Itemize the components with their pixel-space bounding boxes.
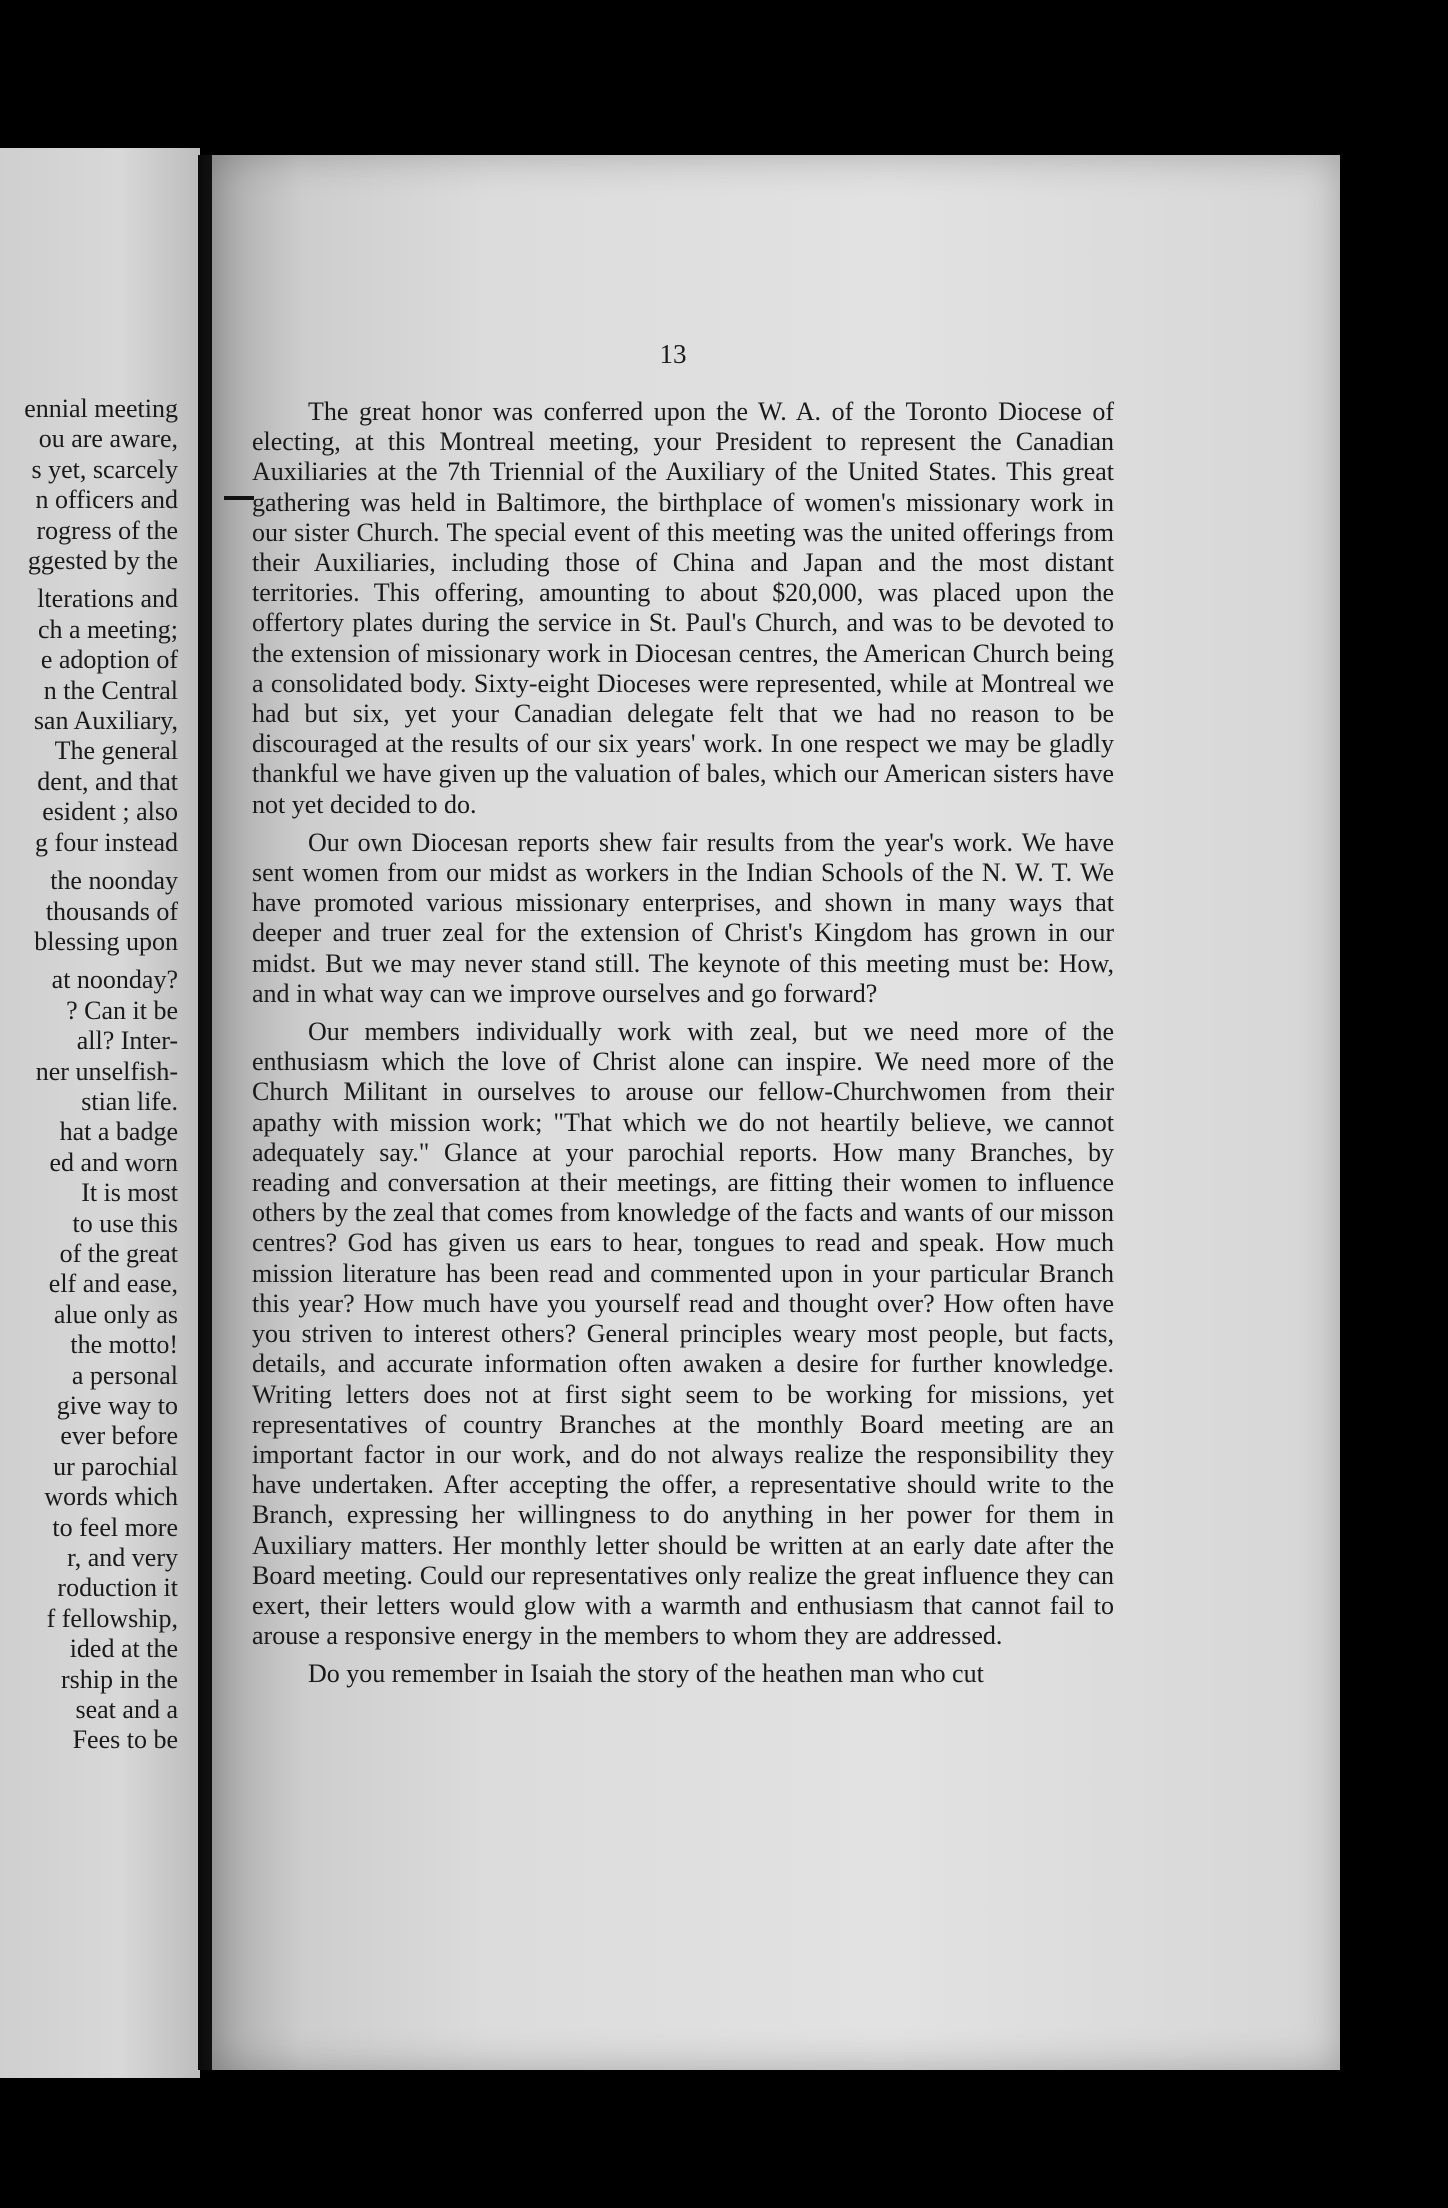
facing-page-line: ? Can it be (66, 995, 178, 1025)
facing-page-line: a personal (71, 1360, 178, 1390)
facing-page-line: ner unselfish- (35, 1056, 178, 1086)
facing-page-gap (0, 858, 178, 866)
facing-page-line: The general (54, 736, 178, 766)
facing-page-line: rogress of the (36, 515, 178, 545)
facing-page-gap (0, 957, 178, 965)
facing-page-line: ggested by the (27, 546, 178, 576)
facing-page-line: n the Central (43, 675, 178, 705)
facing-page-line: ed and worn (49, 1147, 178, 1177)
facing-page-line: at noonday? (51, 965, 178, 995)
facing-page-line: the noonday (50, 866, 178, 896)
facing-page-line: dent, and that (37, 766, 178, 796)
facing-page-line: ided at the (69, 1634, 178, 1664)
paragraph-3: Our members individually work with zeal, but we need more of the enthusiasm which the love of Christ alone can inspire. We need more of the Church Militant in ourselves to arouse our fellow-Churchwomen from their apathy with mission work; "That which we do not heartily believe, we cannot adequately say." Glance at your parochial reports. How many Branches, by reading and conversation at their meetings, are fitting their women to influence others by the zeal that comes from knowledge of the facts and wants of our misson centres? God has given us ears to hear, tongues to read and speak. How much mission literature has been read and commented upon in your particular Branch this year? How much have you yourself read and thought over? How often have you striven to interest others? General principles weary most people, but facts, details, and accurate information often awaken a desire for further knowledge. Writing letters does not at first sight seem to be working for missions, yet representatives of country Branches at the monthly Board meeting are an important factor in our work, and do not always realize the responsibility they have undertaken. After accepting the offer, a representative should write to the Branch, expressing her willingness to do anything in her power for them in Auxiliary matters. Her monthly letter should be written at an early date after the Board meeting. Could our representatives only realize the great influence they can exert, their letters would glow with a warmth and enthusiasm that cannot fail to arouse a responsive energy in the members to whom they are addressed. (252, 1017, 1114, 1651)
facing-page-line: lterations and (37, 584, 178, 614)
facing-page-line: ch a meeting; (37, 614, 178, 644)
facing-page-line: blessing upon (34, 926, 178, 956)
facing-page-fragment (0, 148, 200, 2078)
page-number: 13 (659, 339, 687, 369)
facing-page-line: g four instead (35, 827, 178, 857)
facing-page-line: all? Inter- (76, 1026, 178, 1056)
margin-arrow-mark (224, 496, 254, 500)
facing-page-line: ur parochial (53, 1451, 178, 1481)
facing-page-line: san Auxiliary, (33, 706, 178, 736)
facing-page-line: It is most (81, 1178, 178, 1208)
facing-page-line: r, and very (67, 1543, 178, 1573)
facing-page-line: alue only as (53, 1299, 178, 1329)
facing-page-line: elf and ease, (48, 1269, 178, 1299)
facing-page-line: e adoption of (40, 645, 178, 675)
facing-page-line: stian life. (81, 1086, 178, 1116)
facing-page-line: hat a badge (59, 1117, 178, 1147)
facing-page-line: to feel more (52, 1512, 178, 1542)
facing-page-line: ever before (60, 1421, 178, 1451)
facing-page-line: Fees to be (72, 1725, 178, 1755)
facing-page-line: esident ; also (42, 797, 178, 827)
facing-page-line: give way to (56, 1391, 178, 1420)
facing-page-line: thousands of (45, 896, 178, 926)
paragraph-1: The great honor was conferred upon the W. A. of the Toronto Diocese of electing, at this Montreal meeting, your President to represent the Canadian Auxiliaries at the 7th Triennial of the Auxiliary of the United States. This great gathering was held in Baltimore, the birthplace of women's missionary work in our sister Church. The special event of this meeting was the united offerings from their Auxiliaries, including those of China and Japan and the most distant territories. This offering, amounting to about $20,000, was placed upon the offertory plates during the service in St. Paul's Church, and was to be devoted to the extension of missionary work in Diocesan centres, the American Church being a consolidated body. Sixty-eight Dioceses were represented, while at Montreal we had but six, yet your Canadian delegate felt that we had no reason to be discouraged at the results of our six years' work. In one respect we may be gladly thankful we have given up the valuation of bales, which our American sisters have not yet decided to do. (252, 397, 1114, 819)
facing-page-line: seat and a (75, 1695, 178, 1725)
facing-page-line: the motto! (70, 1330, 178, 1360)
facing-page-line: f fellowship, (46, 1603, 178, 1633)
facing-page-line: n officers and (35, 485, 178, 515)
facing-page-line: rship in the (61, 1664, 178, 1694)
facing-page-line: of the great (59, 1238, 178, 1268)
facing-page-line: ennial meeting (24, 394, 178, 423)
paragraph-2: Our own Diocesan reports shew fair results from the year's work. We have sent women from our midst as workers in the Indian Schools of the N. W. T. We have promoted various missionary enterprises, and shown in many ways that deeper and truer zeal for the extension of Christ's Kingdom has grown in our midst. But we may never stand still. The keynote of this meeting must be: How, and in what way can we improve ourselves and go forward? (252, 827, 1114, 1008)
facing-page-line: s yet, scarcely (31, 454, 178, 484)
facing-page-text (0, 394, 178, 1756)
facing-page-line: roduction it (57, 1573, 178, 1603)
facing-page-line: to use this (72, 1208, 178, 1238)
facing-page-line: words which (44, 1482, 178, 1512)
page-body-text (252, 397, 1114, 1698)
paragraph-4: Do you remember in Isaiah the story of the heathen man who cut (308, 1659, 984, 1689)
facing-page-gap (0, 576, 178, 584)
facing-page-line: ou are aware, (38, 424, 178, 454)
